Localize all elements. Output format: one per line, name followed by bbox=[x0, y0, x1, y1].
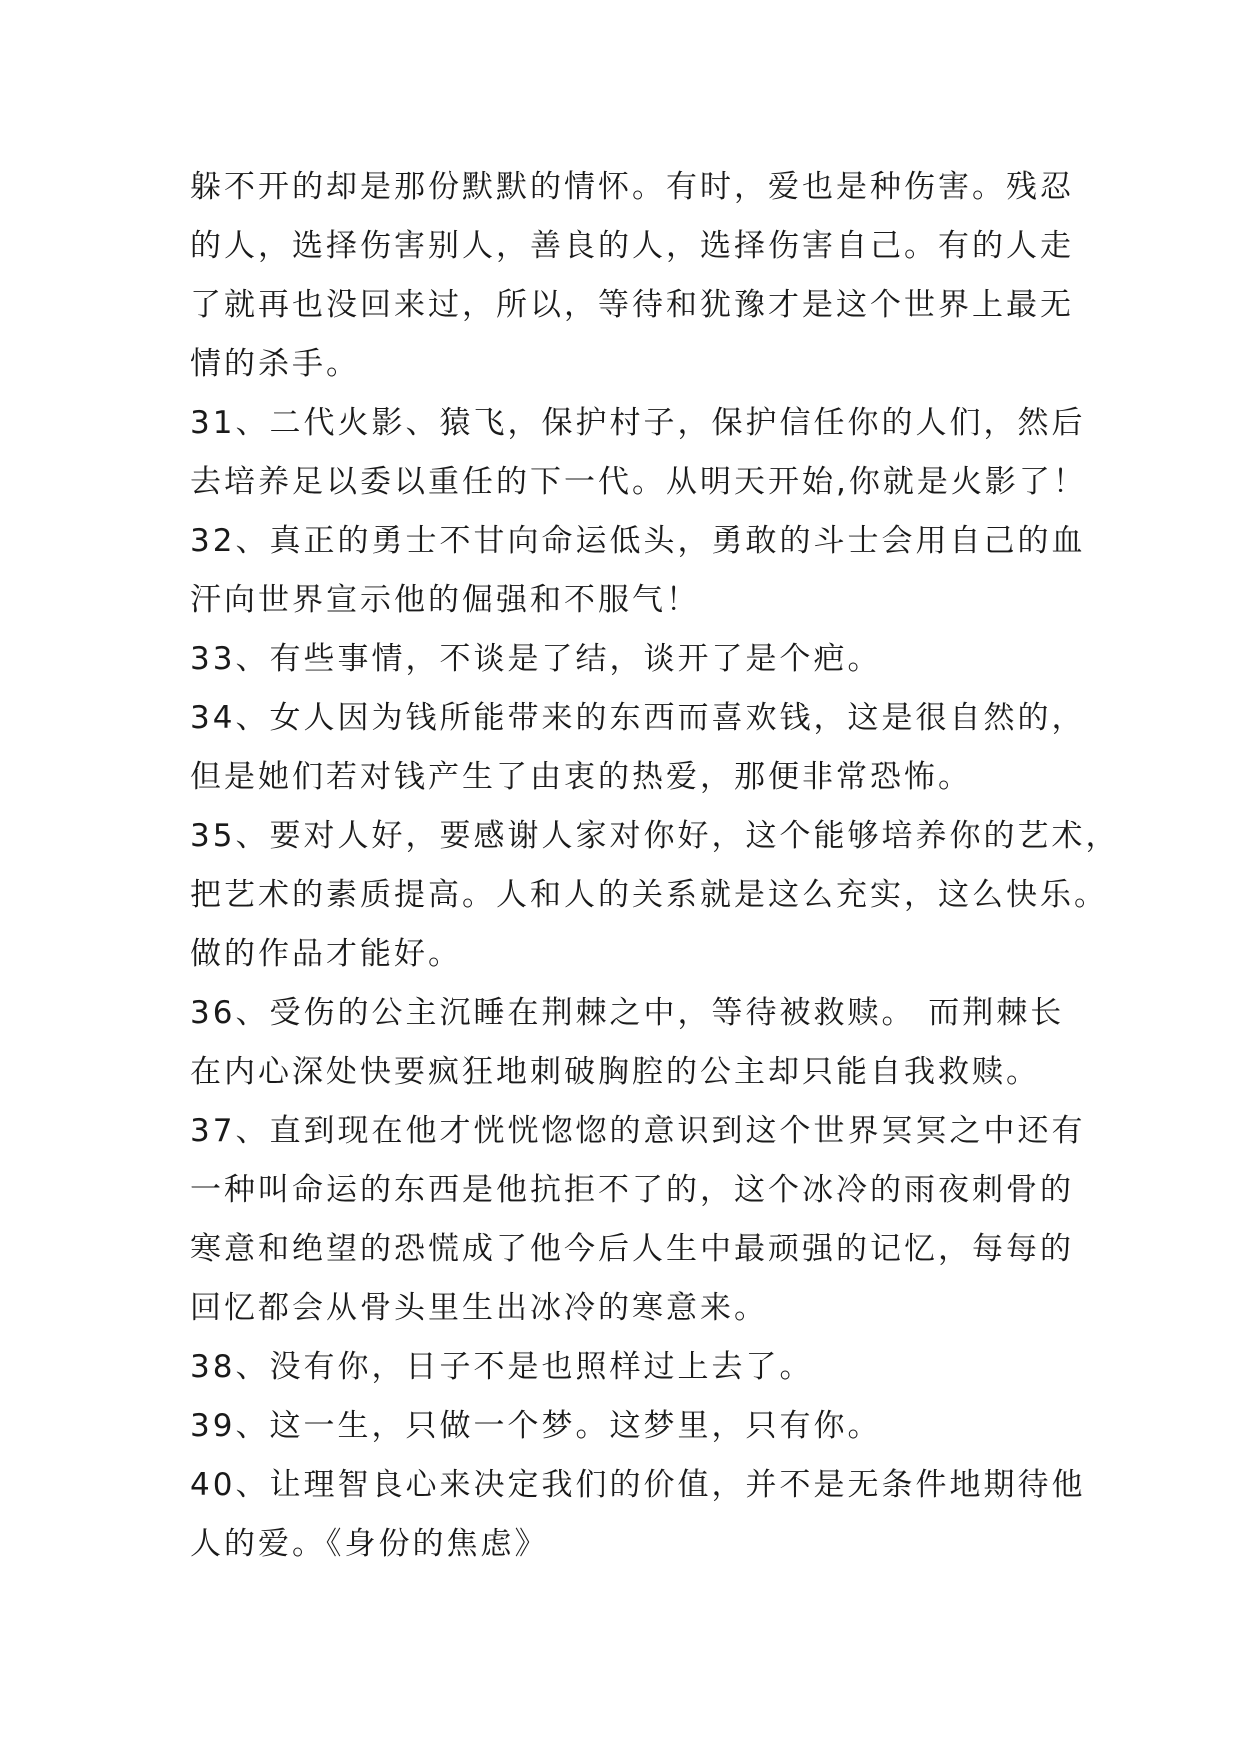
text-line: 去培养足以委以重任的下一代。从明天开始,你就是火影了！ bbox=[190, 464, 1087, 500]
text-line: 34、女人因为钱所能带来的东西而喜欢钱，这是很自然的， bbox=[190, 700, 1086, 736]
text-line: 32、真正的勇士不甘向命运低头，勇敢的斗士会用自己的血 bbox=[190, 523, 1086, 559]
text-line: 但是她们若对钱产生了由衷的热爱，那便非常恐怖。 bbox=[190, 759, 972, 795]
text-line: 寒意和绝望的恐慌成了他今后人生中最顽强的记忆，每每的 bbox=[190, 1231, 1074, 1267]
text-line: 38、没有你，日子不是也照样过上去了。 bbox=[190, 1349, 814, 1385]
text-line: 在内心深处快要疯狂地刺破胸腔的公主却只能自我救赎。 bbox=[190, 1054, 1040, 1090]
document-body bbox=[190, 158, 1120, 1574]
text-line: 的人，选择伤害别人，善良的人，选择伤害自己。有的人走 bbox=[190, 228, 1074, 264]
text-line: 把艺术的素质提高。人和人的关系就是这么充实，这么快乐。 bbox=[190, 877, 1108, 913]
text-line: 躲不开的却是那份默默的情怀。有时，爱也是种伤害。残忍 bbox=[190, 169, 1074, 205]
text-line: 33、有些事情，不谈是了结，谈开了是个疤。 bbox=[190, 641, 882, 677]
text-line: 做的作品才能好。 bbox=[190, 936, 462, 972]
text-line: 了就再也没回来过，所以，等待和犹豫才是这个世界上最无 bbox=[190, 287, 1074, 323]
text-line: 人的爱。《身份的焦虑》 bbox=[190, 1526, 549, 1562]
text-line: 31、二代火影、猿飞，保护村子，保护信任你的人们，然后 bbox=[190, 405, 1086, 441]
text-line: 36、受伤的公主沉睡在荆棘之中，等待被救赎。 而荆棘长 bbox=[190, 995, 1065, 1031]
text-line: 35、要对人好，要感谢人家对你好，这个能够培养你的艺术， bbox=[190, 818, 1120, 854]
text-line: 回忆都会从骨头里生出冰冷的寒意来。 bbox=[190, 1290, 768, 1326]
text-line: 情的杀手。 bbox=[190, 346, 360, 382]
text-line: 汗向世界宣示他的倔强和不服气！ bbox=[190, 582, 700, 618]
text-line: 39、这一生，只做一个梦。这梦里，只有你。 bbox=[190, 1408, 882, 1444]
text-line: 一种叫命运的东西是他抗拒不了的，这个冰冷的雨夜刺骨的 bbox=[190, 1172, 1074, 1208]
text-line: 37、直到现在他才恍恍惚惚的意识到这个世界冥冥之中还有 bbox=[190, 1113, 1086, 1149]
text-line: 40、让理智良心来决定我们的价值，并不是无条件地期待他 bbox=[190, 1467, 1086, 1503]
